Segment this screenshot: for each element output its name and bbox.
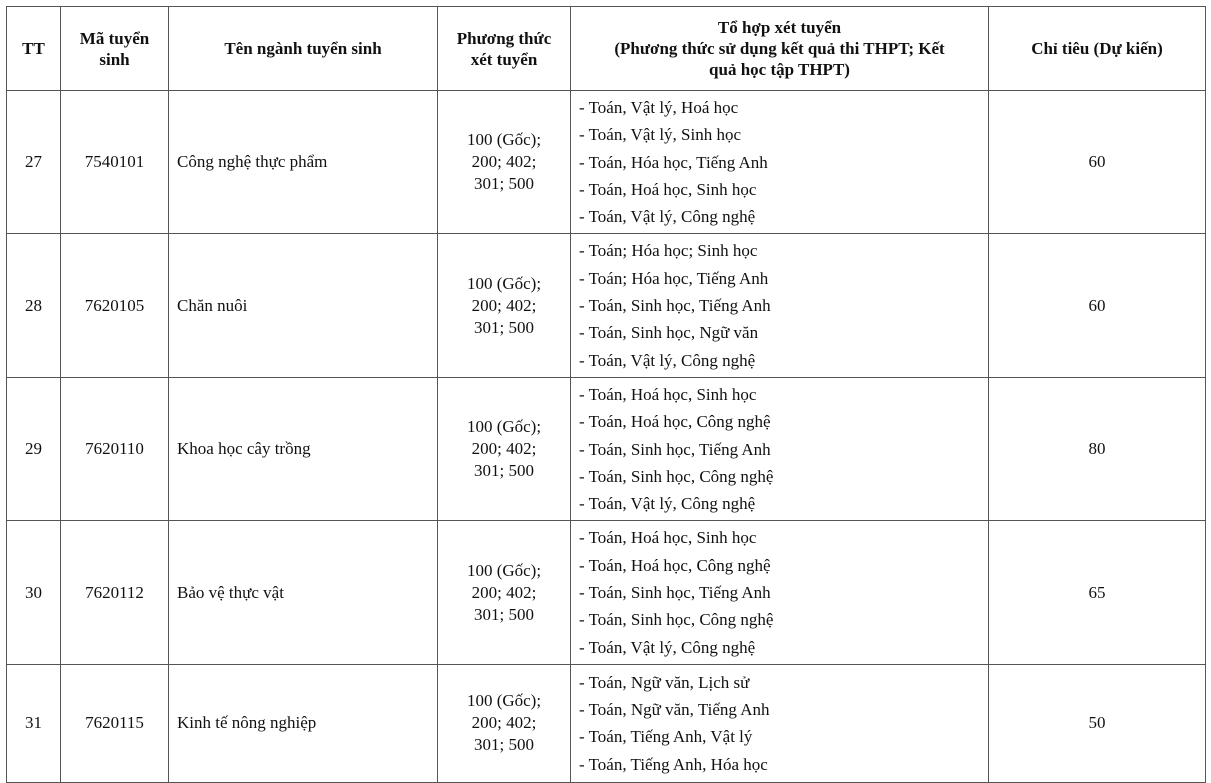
- cell-method: [438, 664, 571, 782]
- combo-item: - Toán; Hóa học, Tiếng Anh: [579, 268, 769, 288]
- cell-major: Công nghệ thực phẩm: [169, 91, 438, 234]
- header-code-line1: Mã tuyển: [79, 28, 150, 48]
- cell-quota: 50: [989, 664, 1206, 782]
- header-method: [438, 7, 571, 91]
- cell-method: [438, 234, 571, 377]
- cell-code: 7620105: [61, 234, 169, 377]
- cell-quota: 65: [989, 521, 1206, 664]
- header-row: [7, 7, 1206, 91]
- cell-tt: 31: [7, 664, 61, 782]
- method-line: 301; 500: [474, 735, 534, 755]
- cell-code: 7620112: [61, 521, 169, 664]
- combo-item: - Toán, Hoá học, Sinh học: [579, 179, 757, 199]
- method-line: 200; 402;: [471, 582, 537, 602]
- combo-item: - Toán, Vật lý, Công nghệ: [579, 637, 756, 657]
- cell-code: 7620115: [61, 664, 169, 782]
- cell-combos: [571, 234, 989, 377]
- method-line: 301; 500: [474, 317, 534, 337]
- combo-item: - Toán, Sinh học, Tiếng Anh: [579, 439, 771, 459]
- combo-item: - Toán; Hóa học; Sinh học: [579, 241, 758, 261]
- header-quota: Chỉ tiêu (Dự kiến): [989, 7, 1206, 91]
- method-line: 100 (Gốc);: [466, 130, 542, 150]
- combo-item: - Toán, Sinh học, Tiếng Anh: [579, 296, 771, 316]
- combo-item: - Toán, Hoá học, Công nghệ: [579, 555, 771, 575]
- combo-item: - Toán, Hoá học, Công nghệ: [579, 412, 771, 432]
- cell-quota: 60: [989, 234, 1206, 377]
- cell-method: [438, 377, 571, 520]
- cell-quota: 60: [989, 91, 1206, 234]
- combo-item: - Toán, Tiếng Anh, Vật lý: [579, 727, 753, 747]
- method-line: 200; 402;: [471, 713, 537, 733]
- method-line: 100 (Gốc);: [466, 417, 542, 437]
- header-method-line1: Phương thức: [456, 28, 552, 48]
- cell-major: Chăn nuôi: [169, 234, 438, 377]
- combo-item: - Toán, Sinh học, Ngữ văn: [579, 323, 759, 343]
- combo-item: - Toán, Hóa học, Tiếng Anh: [579, 152, 768, 172]
- header-combo-line2: (Phương thức sử dụng kết quả thi THPT; Kết: [614, 39, 945, 58]
- cell-tt: 30: [7, 521, 61, 664]
- combo-item: - Toán, Vật lý, Sinh học: [579, 125, 742, 145]
- cell-major: Bảo vệ thực vật: [169, 521, 438, 664]
- admissions-table: [6, 6, 1206, 783]
- method-line: 200; 402;: [471, 295, 537, 315]
- cell-method: [438, 521, 571, 664]
- header-code: [61, 7, 169, 91]
- cell-major: Kinh tế nông nghiệp: [169, 664, 438, 782]
- cell-tt: 28: [7, 234, 61, 377]
- combo-item: - Toán, Vật lý, Hoá học: [579, 98, 739, 117]
- header-major: Tên ngành tuyển sinh: [169, 7, 438, 91]
- method-line: 301; 500: [474, 174, 534, 194]
- method-line: 301; 500: [474, 604, 534, 624]
- cell-quota: 80: [989, 377, 1206, 520]
- table-row: [7, 521, 1206, 664]
- combo-item: - Toán, Ngữ văn, Lịch sử: [579, 672, 750, 692]
- method-line: 100 (Gốc);: [466, 560, 542, 580]
- method-line: 301; 500: [474, 461, 534, 481]
- combo-item: - Toán, Vật lý, Công nghệ: [579, 350, 756, 370]
- combo-item: - Toán, Sinh học, Tiếng Anh: [579, 583, 771, 603]
- header-code-line2: sinh: [99, 49, 130, 69]
- combo-item: - Toán, Hoá học, Sinh học: [579, 528, 757, 548]
- table-row: [7, 91, 1206, 234]
- combo-item: - Toán, Tiếng Anh, Hóa học: [579, 754, 768, 774]
- cell-combos: [571, 664, 989, 782]
- header-combo-line1: Tổ hợp xét tuyển: [717, 18, 842, 37]
- combo-item: - Toán, Sinh học, Công nghệ: [579, 466, 774, 486]
- table-row: [7, 377, 1206, 520]
- header-combo-line3: quả học tập THPT): [709, 60, 850, 79]
- method-line: 200; 402;: [471, 152, 537, 172]
- combo-item: - Toán, Sinh học, Công nghệ: [579, 610, 774, 630]
- header-tt: TT: [7, 7, 61, 91]
- cell-combos: [571, 521, 989, 664]
- combo-item: - Toán, Vật lý, Công nghệ: [579, 494, 756, 514]
- table-row: [7, 664, 1206, 782]
- cell-tt: 29: [7, 377, 61, 520]
- combo-item: - Toán, Ngữ văn, Tiếng Anh: [579, 700, 770, 720]
- table-row: [7, 234, 1206, 377]
- cell-tt: 27: [7, 91, 61, 234]
- method-line: 100 (Gốc);: [466, 273, 542, 293]
- combo-item: - Toán, Hoá học, Sinh học: [579, 384, 757, 404]
- header-combos: [571, 7, 989, 91]
- cell-method: [438, 91, 571, 234]
- cell-combos: [571, 377, 989, 520]
- cell-major: Khoa học cây trồng: [169, 377, 438, 520]
- method-line: 200; 402;: [471, 439, 537, 459]
- combo-item: - Toán, Vật lý, Công nghệ: [579, 207, 756, 227]
- cell-combos: [571, 91, 989, 234]
- cell-code: 7540101: [61, 91, 169, 234]
- header-method-line2: xét tuyển: [470, 49, 538, 69]
- method-line: 100 (Gốc);: [466, 691, 542, 711]
- cell-code: 7620110: [61, 377, 169, 520]
